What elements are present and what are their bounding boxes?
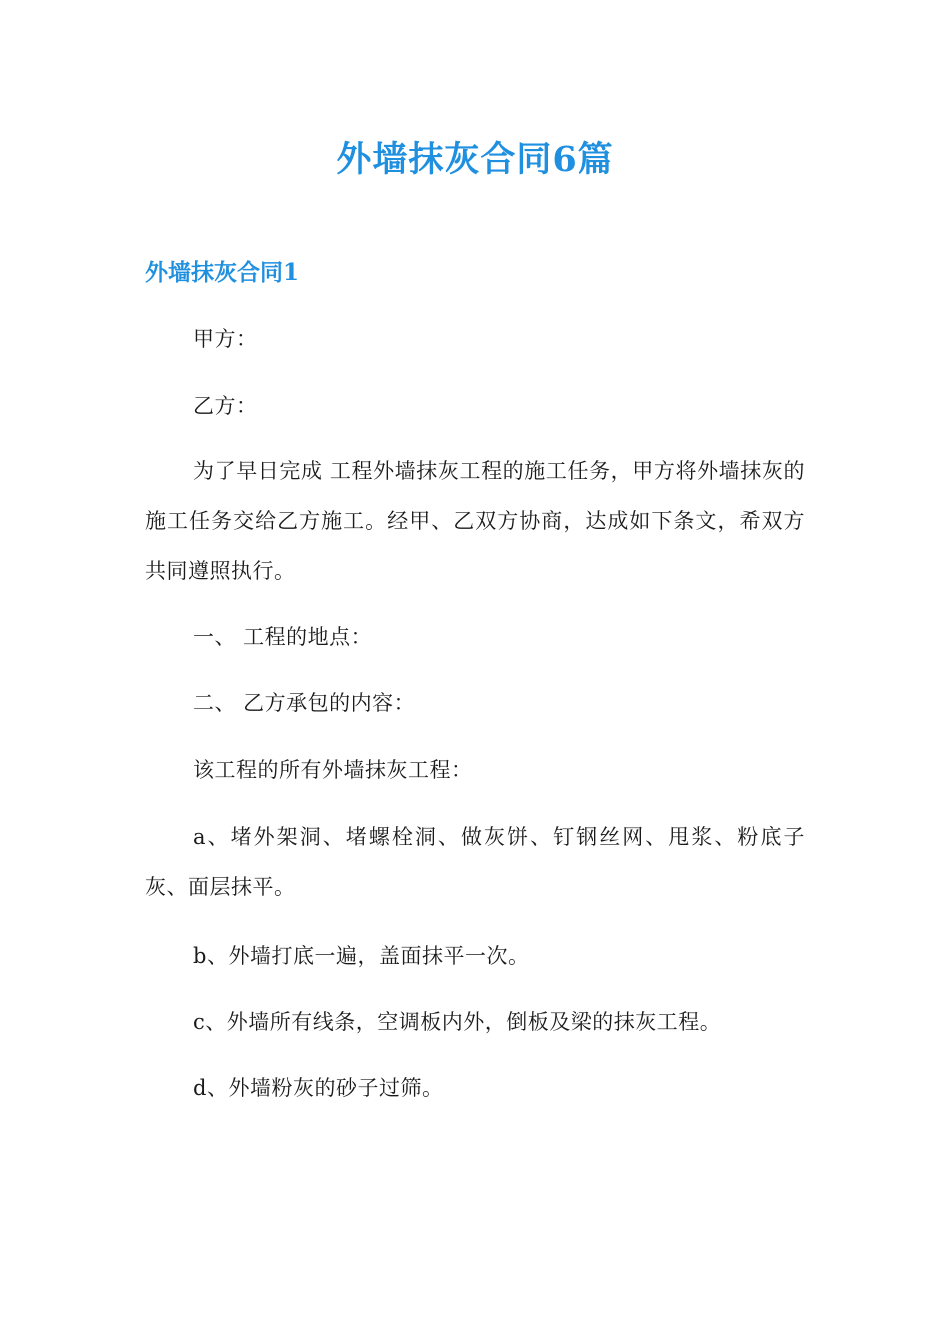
- paragraph-scope: 该工程的所有外墙抹灰工程：: [193, 758, 473, 782]
- paragraph-party-a: 甲方：: [193, 327, 258, 351]
- paragraph-intro: 为了早日完成 工程外墙抹灰工程的施工任务，甲方将外墙抹灰的施工任务交给乙方施工。经甲、乙双方协商，达成如下条文，希双方共同遵照执行。: [145, 459, 805, 583]
- paragraph-scope-b: b、外墙打底一遍，盖面抹平一次。: [193, 944, 530, 968]
- document-title: 外墙抹灰合同6篇: [336, 139, 614, 180]
- paragraph-scope-d: d、外墙粉灰的砂子过筛。: [193, 1076, 444, 1100]
- paragraph-scope-c: c、外墙所有线条，空调板内外，倒板及梁的抹灰工程。: [193, 1010, 722, 1034]
- paragraph-item-1: 一、 工程的地点：: [193, 625, 373, 649]
- section-heading: 外墙抹灰合同1: [145, 259, 300, 286]
- paragraph-item-2: 二、 乙方承包的内容：: [193, 691, 416, 715]
- paragraph-party-b: 乙方：: [193, 394, 258, 418]
- paragraph-scope-a: a、堵外架洞、堵螺栓洞、做灰饼、钉钢丝网、甩浆、粉底子灰、面层抹平。: [145, 825, 805, 899]
